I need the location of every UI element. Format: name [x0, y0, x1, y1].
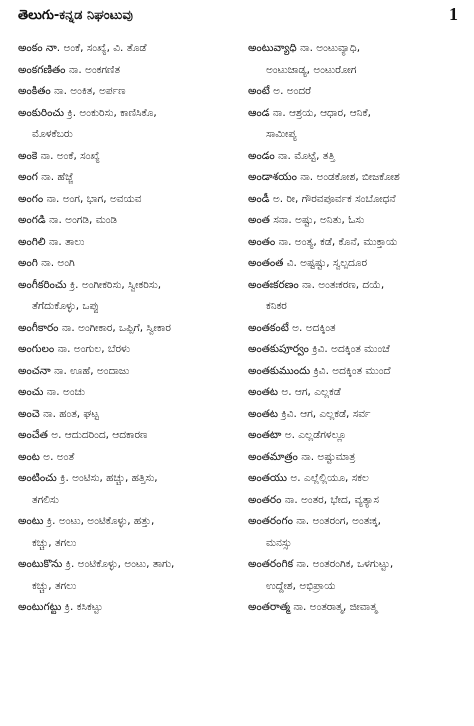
- page-number: 1: [449, 4, 458, 24]
- entry-continuation: ತೆಗೆದುಕೊಳ್ಳು, ಒಪ್ಪು: [32, 300, 99, 312]
- entry-continuation: ಮೊಳಕೆಬರು: [32, 128, 73, 140]
- entries-area: [18, 38, 458, 720]
- dictionary-entry: అంగీకారం ನಾ. ಅಂಗೀಕಾರ, ಒಪ್ಪಿಗೆ, ಸ್ವೀಕಾರ: [18, 321, 171, 334]
- dictionary-entry: అంతం ನಾ. ಅಂತ್ಯ, ಕಡೆ, ಕೊನೆ, ಮುಕ್ತಾಯ: [248, 235, 398, 248]
- dictionary-entry: అంతట ಕ್ರಿವಿ. ಆಗ, ಎಲ್ಲಕಡೆ, ಸರ್ವ: [248, 407, 371, 420]
- entry-continuation: ಸಾಮೀಪ್ಯ: [266, 128, 297, 140]
- dictionary-entry: అంటించు ಕ್ರಿ. ಅಂಟಿಸು, ಹಚ್ಚು, ಹತ್ತಿಸು,: [18, 472, 158, 484]
- dictionary-entry: అంకురించు ಕ್ರಿ. ಅಂಕುರಿಸು, ಕಾಣಿಸಿಕೊ,: [18, 106, 157, 119]
- dictionary-entry: అంతకుపూర్వం ಕ್ರಿವಿ. ಅದಕ್ಕಿಂತ ಮುಂಚೆ: [248, 343, 390, 355]
- dictionary-entry: అంచేత ಅ. ಆದುದರಿಂದ, ಆದಕಾರಣ: [18, 429, 148, 441]
- entry-continuation: ಕಚ್ಚು, ತಗಲು: [32, 536, 77, 549]
- dictionary-entry: అంతరం ನಾ. ಅಂತರ, ಭೇದ, ವ್ಯತ್ಯಾಸ: [248, 493, 379, 506]
- left-column: [18, 38, 232, 720]
- dictionary-entry: అంటువ్యాధి ನಾ. ಅಂಟುವ್ಯಾಧಿ,: [248, 42, 361, 54]
- dictionary-entry: అంకం నా. ಅಂಕೆ, ಸಂಖ್ಯೆ, ವಿ. ತೊಡೆ: [18, 42, 147, 54]
- dictionary-entry: అంత ಸನಾ. ಅಷ್ಟು, ಅನಿತು, ಓಸು: [248, 214, 365, 226]
- book-title: తెలుగు-ಕನ್ನಡ ನಿಘಂಟುವು: [18, 8, 133, 23]
- dictionary-entry: అంగం ನಾ. ಅಂಗ, ಭಾಗ, ಅವಯವ: [18, 192, 142, 205]
- entry-continuation: ಮನಸ್ಸು: [266, 536, 292, 549]
- right-column: [248, 38, 462, 720]
- dictionary-entry: అంతఃకరణం ನಾ. ಅಂತಃಕರಣ, ದಯೆ,: [248, 278, 385, 291]
- dictionary-entry: అంగ ನಾ. ಹೆಜ್ಜೆ: [18, 171, 74, 183]
- dictionary-entry: అంచు ನಾ. ಅಂಚು: [18, 386, 85, 398]
- dictionary-entry: అండీ ಅ. ರೀ, ಗೌರವಪೂರ್ವಕ ಸಂಬೋಧನೆ: [248, 192, 396, 205]
- dictionary-entry: అంకె ನಾ. ಅಂಕೆ, ಸಂಖ್ಯೆ: [18, 149, 100, 162]
- dictionary-entry: అంగులం ನಾ. ಅಂಗುಲ, ಬೆರಳು: [18, 343, 131, 355]
- entry-continuation: ಉದ್ದೇಶ, ಅಭಿಪ್ರಾಯ: [266, 579, 336, 592]
- dictionary-entry: అంతరంగం ನಾ. ಅಂತರಂಗ, ಅಂತಃಕ್ಕ,: [248, 515, 381, 527]
- dictionary-entry: అంగడి ನಾ. ಅಂಗಡಿ, ಮಂಡಿ: [18, 214, 117, 226]
- dictionary-entry: అంట ಅ. ಅಂತೆ: [18, 450, 75, 463]
- dictionary-entry: అంటుకొను ಕ್ರಿ. ಅಂಟಿಕೊಳ್ಳು, ಅಂಟು, ತಾಗು,: [18, 558, 175, 570]
- dictionary-entry: అంతమాత్రం ನಾ. ಅಷ್ಟುಮಾತ್ರ: [248, 450, 356, 463]
- dictionary-entry: అంతట ಅ. ಆಗ, ಎಲ್ಲಕಡೆ: [248, 386, 341, 398]
- dictionary-entry: అంకగణితం ನಾ. ಅಂಕಗಣಿತ: [18, 63, 121, 76]
- dictionary-entry: అంగిలి ನಾ. ತಾಲು: [18, 235, 85, 248]
- entry-continuation: ತಗಲಿಸು: [32, 493, 59, 506]
- dictionary-entry: అంచనా ನಾ. ಊಹೆ, ಅಂದಾಜು: [18, 364, 130, 377]
- dictionary-entry: ఆండ ನಾ. ಆಶ್ರಯ, ಆಧಾರ, ಆನಿಕೆ,: [248, 106, 371, 119]
- entry-continuation: ಅಂಟುಜಾಡ್ಯ, ಅಂಟುರೋಗ: [266, 63, 357, 76]
- dictionary-entry: అంగీకరించు ಕ್ರಿ. ಅಂಗೀಕರಿಸು, ಸ್ವೀಕರಿಸು,: [18, 278, 162, 291]
- dictionary-entry: అంతంత ವಿ. ಅಷ್ಟಷ್ಟು, ಸ್ವಲ್ಪದೂರ: [248, 257, 367, 269]
- dictionary-entry: అంతటా ಅ. ಎಲ್ಲಡೆಗಳಲ್ಲೂ: [248, 429, 347, 441]
- dictionary-entry: అంతయు ಅ. ಎಲ್ಲೆಲ್ಲಿಯೂ, ಸಕಲ: [248, 472, 369, 484]
- page-header: [18, 6, 458, 36]
- dictionary-entry: అంటుగట్టు ಕ್ರಿ. ಕಸಿಕಟ್ಟು: [18, 601, 103, 613]
- dictionary-entry: అంటే ಅ. ಅಂದರೆ: [248, 85, 312, 97]
- dictionary-entry: అంతరాత్మ ನಾ. ಅಂತರಾತ್ಮ, ಜೀವಾತ್ಮ: [248, 601, 378, 613]
- dictionary-entry: అండాశయం ನಾ. ಅಂಡಕೋಶ, ಬೀಜಕೋಶ: [248, 171, 400, 183]
- dictionary-entry: అంగి ನಾ. ಅಂಗಿ: [18, 257, 75, 269]
- dictionary-entry: అంటు ಕ್ರಿ. ಅಂಟು, ಅಂಟಿಕೊಳ್ಳು, ಹತ್ತು,: [18, 515, 155, 527]
- dictionary-entry: అంతరంగిక ನಾ. ಅಂತರಂಗಿಕ, ಒಳಗುಟ್ಟು,: [248, 558, 394, 570]
- dictionary-entry: అంచె ನಾ. ಹಂತ, ಘಟ್ಟ: [18, 407, 99, 420]
- dictionary-entry: అంతకుముందు ಕ್ರಿವಿ. ಅದಕ್ಕಿಂತ ಮುಂದೆ: [248, 364, 391, 377]
- dictionary-entry: అండం ನಾ. ಮೊಟ್ಟೆ, ತತ್ತಿ: [248, 149, 335, 162]
- entry-continuation: ಕನಿಕರ: [266, 300, 287, 312]
- dictionary-entry: అంకితం ನಾ. ಅಂಕಿತ, ಅರ್ಪಣ: [18, 85, 126, 97]
- entry-continuation: ಕಚ್ಚು, ತಗಲು: [32, 579, 77, 592]
- dictionary-entry: అంతకంటే ಅ. ಅದಕ್ಕಿಂತ: [248, 321, 336, 334]
